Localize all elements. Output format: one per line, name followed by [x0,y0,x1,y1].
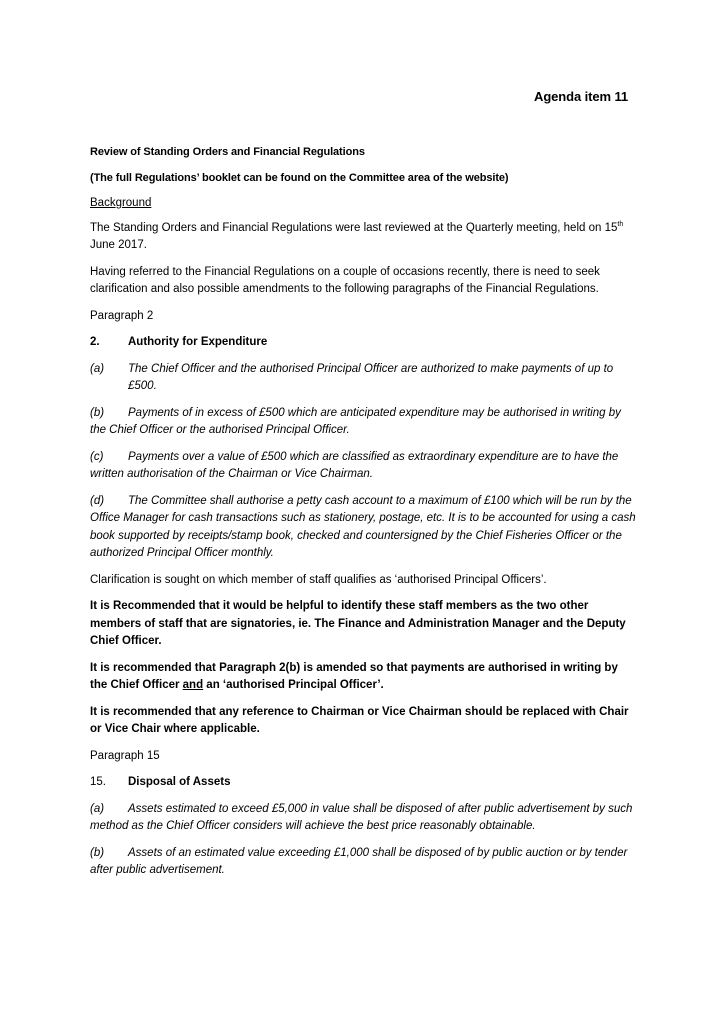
section-15-number: 15. [90,776,106,788]
clarification-paragraph: Clarification is sought on which member of staff qualifies as ‘authorised Principal Officers’. [90,573,547,586]
background-text-end: June 2017. [90,239,147,251]
background-heading: Background [90,197,152,209]
background-paragraph [90,220,638,255]
paragraph-15-label: Paragraph 15 [90,749,160,762]
section-2-item-b [90,405,638,440]
section-15-item-a [90,801,638,836]
section-2-title: Authority for Expenditure [128,336,268,348]
recommendation-2-end: an ‘authorised Principal Officer’. [203,679,384,691]
item-label: (b) [90,846,105,859]
section-2-item-a [90,361,638,396]
section-2-heading [90,334,638,352]
item-text: Assets estimated to exceed £5,000 in value shall be disposed of after public advertisement by such method as the Chief Officer considers will achieve the best price reasonably obtainable. [90,802,633,832]
section-2-item-c [90,449,638,484]
agenda-item-label: Agenda item 11 [534,89,628,104]
item-text: Payments over a value of £500 which are classified as extraordinary expenditure are to have the written authorisation of the Chairman or Vice Chairman. [90,450,619,480]
item-text: Payments of in excess of £500 which are anticipated expenditure may be authorised in writing by the Chief Officer or the authorised Principal Officer. [90,406,621,436]
item-label: (d) [90,494,105,507]
item-label: (a) [90,362,105,375]
document-body [90,144,638,889]
recommendation-3: It is recommended that any reference to Chairman or Vice Chairman should be replaced with Chair or Vice Chair where applicable. [90,705,629,735]
referral-paragraph: Having referred to the Financial Regulations on a couple of occasions recently, there is need to seek clarification and also possible amendments to the following paragraphs of the Financial Regulations. [90,265,600,295]
document-title: Review of Standing Orders and Financial Regulations [90,146,365,158]
section-15-title: Disposal of Assets [128,776,231,788]
item-text: The Chief Officer and the authorised Principal Officer are authorized to make payments of up to £500. [128,362,614,392]
section-15-heading [90,774,638,792]
date-ordinal-suffix: th [617,220,624,228]
recommendation-1: It is Recommended that it would be helpful to identify these staff members as the two other members of staff that are signatories, ie. The Finance and Administration Manager and the Deputy Chief Officer. [90,600,626,647]
item-text: Assets of an estimated value exceeding £1,000 shall be disposed of by public auction or by tender after public advertisement. [90,846,628,876]
background-text-start: The Standing Orders and Financial Regulations were last reviewed at the Quarterly meeting, held on 15 [90,221,618,234]
section-15-item-b [90,845,638,880]
item-label: (b) [90,406,105,419]
item-label: (c) [90,450,104,463]
item-label: (a) [90,802,105,815]
section-2-number: 2. [90,336,100,348]
item-text: The Committee shall authorise a petty cash account to a maximum of £100 which will be run by the Office Manager for cash transactions such as stationery, postage, etc. It is to be accounted for using a cash book supported by receipts/stamp book, checked and countersigned by the Chief Fisheries Officer or the authorized Principal Officer monthly. [90,494,636,559]
document-page [90,0,638,1024]
recommendation-2 [90,660,638,695]
section-2-item-d [90,493,638,563]
recommendation-2-start: It is recommended that Paragraph 2(b) is amended so that payments are authorised in writing by the Chief Officer [90,661,618,691]
paragraph-2-label: Paragraph 2 [90,309,154,322]
document-subtitle: (The full Regulations’ booklet can be found on the Committee area of the website) [90,171,509,184]
recommendation-2-and: and [182,679,204,691]
